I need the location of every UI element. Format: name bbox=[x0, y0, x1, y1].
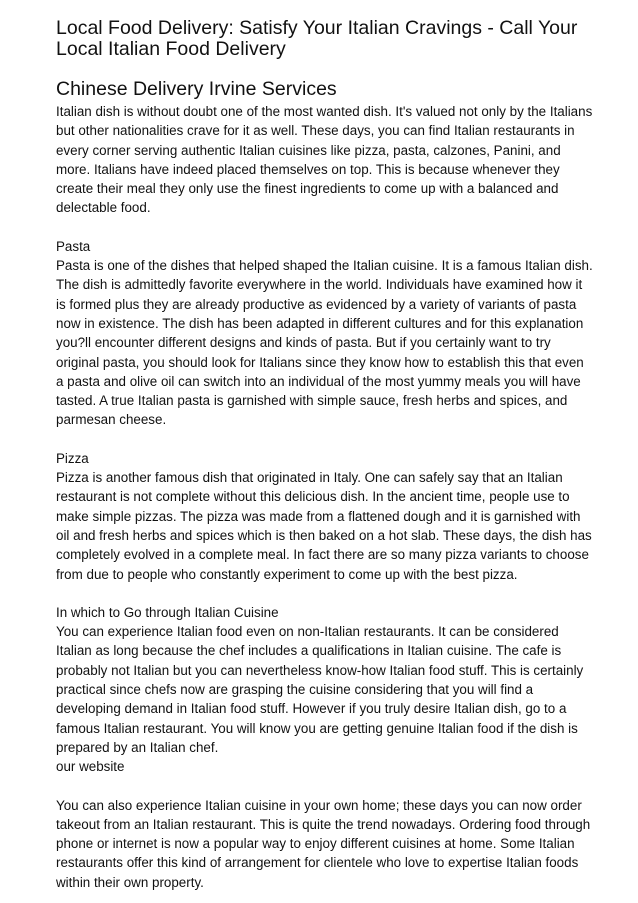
intro-paragraph: Italian dish is without doubt one of the most wanted dish. It's valued not only by the Italians but other nationalities crave for it as well. These days, you can find Italian restaurants in every corner serving authentic Italian cuisines like pizza, pasta, calzones, Panini, and more. Italians have indeed placed themselves on top. This is because whenever they create their meal they only use the finest ingredients to come up with a balanced and delectable food. bbox=[56, 104, 593, 216]
spacer bbox=[56, 777, 594, 796]
page-subtitle: Chinese Delivery Irvine Services bbox=[56, 78, 337, 100]
spacer bbox=[56, 584, 594, 603]
pasta-paragraph: Pasta is one of the dishes that helped shaped the Italian cuisine. It is a famous Italian dish. The dish is admittedly favorite everywhere in the world. Individuals have examined how it is formed plus they are already productive as evidenced by a variety of variants of pasta now in existence. The dish has been adapted in different cultures and for this explanation you?ll encounter different designs and kinds of pasta. But if you certainly want to try original pasta, you should look for Italians since they know how to establish this that even a pasta and olive oil can switch into an individual of the most yummy meals you will have tasted. A true Italian pasta is garnished with simple sauce, fresh herbs and spices, and parmesan cheese. bbox=[56, 258, 593, 428]
website-link-line bbox=[56, 757, 594, 776]
page-title: Local Food Delivery: Satisfy Your Italian Cravings - Call Your Local Italian Food Delivery bbox=[56, 17, 578, 60]
pizza-paragraph: Pizza is another famous dish that originated in Italy. One can safely say that an Italian restaurant is not complete without this delicious dish. In the ancient time, people use to make simple pizzas. The pizza was made from a flattened dough and it is garnished with oil and fresh herbs and spices which is then baked on a hot slab. These days, the dish has completely evolved in a complete meal. In fact there are so many pizza variants to choose from due to people who constantly experiment to come up with the best pizza. bbox=[56, 470, 592, 582]
spacer bbox=[56, 430, 594, 449]
cuisine-paragraph: You can experience Italian food even on non-Italian restaurants. It can be considered Italian as long because the chef includes a qualifications in Italian cuisine. The cafe is probably not Italian but you can nevertheless know-how Italian food stuff. This is certainly practical since chefs now are grasping the cuisine considering that you will find a developing demand in Italian food stuff. However if you truly desire Italian dish, go to a famous Italian restaurant. You will know you are getting genuine Italian food if the dish is prepared by an Italian chef. bbox=[56, 624, 584, 755]
home-paragraph: You can also experience Italian cuisine in your own home; these days you can now order takeout from an Italian restaurant. This is quite the trend nowadays. Ordering food through phone or internet is now a popular way to enjoy different cuisines at home. Some Italian restaurants offer this kind of arrangement for clientele who love to expertise Italian foods within their own property. bbox=[56, 797, 591, 890]
pizza-heading: Pizza bbox=[56, 450, 89, 466]
cuisine-heading: In which to Go through Italian Cuisine bbox=[56, 604, 279, 620]
pasta-heading: Pasta bbox=[56, 238, 91, 254]
spacer bbox=[56, 218, 594, 237]
our-website-link[interactable]: our website bbox=[56, 759, 125, 775]
